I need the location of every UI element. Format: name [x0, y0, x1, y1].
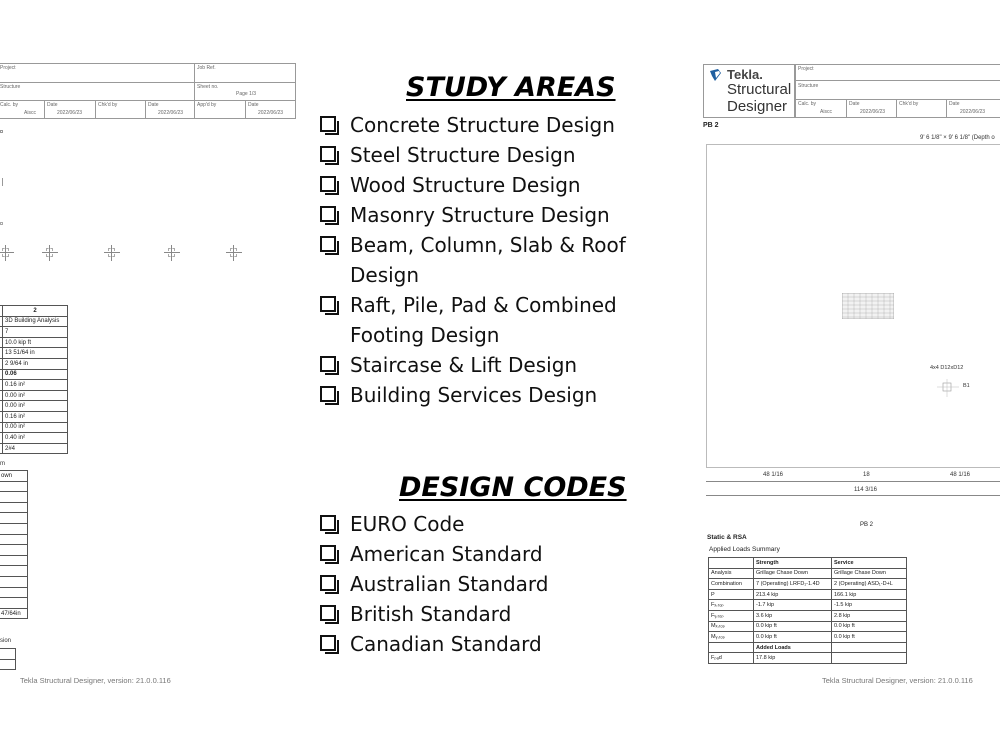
logo-line-2: Designer — [727, 98, 788, 115]
applied-loads-table — [708, 557, 907, 664]
calc-by-label: Calc. by — [798, 101, 817, 107]
tekla-logo-icon — [709, 68, 725, 82]
table-row: Mᵧ,ₜₒₚ 0.0 kip ft 0.0 kip ft — [709, 632, 907, 643]
pb-center-label: PB 2 — [860, 522, 874, 528]
logo-line-1: Structural — [727, 81, 792, 98]
sketch-mark — [0, 130, 3, 133]
dimension-text: 9' 6 1/8" × 9' 6 1/8" (Depth o — [920, 135, 995, 141]
study-area-item: Steel Structure Design — [350, 143, 576, 167]
checkbox-icon — [320, 575, 336, 591]
project-label: Project — [0, 65, 16, 71]
pile-cap-hatch — [842, 293, 894, 319]
study-area-item: Design — [350, 263, 420, 287]
job-ref-label: Job Ref. — [197, 65, 216, 71]
footing-plan-drawing — [706, 144, 1000, 468]
chk-by-label: Chk'd by — [98, 102, 118, 108]
study-areas-title: STUDY AREAS — [406, 72, 616, 103]
table-row: Combination 7 (Operating) LRFD₁-1.4D 2 (Operating) ASD₁-D+L — [709, 579, 907, 590]
rebar-detail-drawing — [38, 242, 62, 264]
study-area-item: Staircase & Lift Design — [350, 353, 578, 377]
table-row: Fₓ,ₜₒₚ -1.7 kip -1.5 kip — [709, 600, 907, 611]
calc-by-value: Aiscc — [820, 109, 832, 115]
dim-left: 48 1/16 — [763, 472, 784, 478]
tekla-logo — [703, 64, 795, 118]
study-area-item: Footing Design — [350, 323, 500, 347]
page-number: Page 1/3 — [236, 91, 257, 97]
date2-label: Date — [148, 102, 159, 108]
design-codes-title: DESIGN CODES — [399, 472, 627, 503]
table-header-row — [0, 306, 68, 317]
checkbox-icon — [320, 296, 336, 312]
small-table — [0, 648, 16, 670]
study-area-item: Masonry Structure Design — [350, 203, 610, 227]
table-row: Analysis Grillage Chase Down Grillage Chase Down — [709, 568, 907, 579]
checkbox-icon — [320, 386, 336, 402]
table-row: Fᵧ,ₜₒₚ 3.6 kip 2.8 kip — [709, 610, 907, 621]
chk-by-label: Chk'd by — [899, 101, 919, 107]
rebar-detail-drawing — [0, 242, 18, 264]
dim-total: 114 3/16 — [854, 487, 877, 493]
date2-value: 2022/06/23 — [158, 110, 184, 116]
dim-mid: 18 — [863, 472, 870, 478]
date3-value: 2022/06/23 — [258, 110, 284, 116]
date-value: 2022/06/23 — [860, 109, 886, 115]
checkbox-icon — [320, 356, 336, 372]
loads-title: Applied Loads Summary — [709, 546, 780, 553]
fragment-text: m — [0, 461, 5, 467]
calc-by-label: Calc. by — [0, 102, 19, 108]
checkbox-icon — [320, 605, 336, 621]
rebar-detail-drawing — [160, 242, 184, 264]
date-label: Date — [47, 102, 58, 108]
date2-value: 2022/06/23 — [960, 109, 986, 115]
results-table — [0, 305, 68, 454]
checkbox-icon — [320, 146, 336, 162]
table-row: 0.06 — [0, 369, 68, 380]
appd-by-label: App'd by — [197, 102, 217, 108]
fragment-text: sion — [0, 638, 12, 644]
right-report-page — [700, 0, 1000, 750]
table-row: 13 51/64 in — [0, 348, 68, 359]
checkbox-icon — [320, 236, 336, 252]
right-footer: Tekla Structural Designer, version: 21.0.0.116 — [822, 676, 973, 685]
table-row: P 213.4 kip 166.1 kip — [709, 589, 907, 600]
design-code-item: American Standard — [350, 542, 543, 566]
table-row: 0.00 in² — [0, 390, 68, 401]
column-marker — [937, 379, 959, 397]
design-code-item: Canadian Standard — [350, 632, 542, 656]
structure-label: Structure — [798, 83, 819, 89]
left-footer: Tekla Structural Designer, version: 21.0.0.116 — [20, 676, 171, 685]
design-code-item: EURO Code — [350, 512, 465, 536]
study-area-item: Concrete Structure Design — [350, 113, 615, 137]
table-row: Added Loads — [709, 642, 907, 653]
study-area-item: Raft, Pile, Pad & Combined — [350, 293, 617, 317]
sketch-mark — [0, 222, 3, 225]
left-report-page — [0, 0, 300, 750]
dimension-line — [706, 481, 1000, 482]
checkbox-icon — [320, 206, 336, 222]
table-cell: 47/64in — [0, 608, 28, 619]
table-row: 0.16 in² — [0, 411, 68, 422]
study-area-item: Beam, Column, Slab & Roof — [350, 233, 626, 257]
secondary-table — [0, 470, 28, 619]
checkbox-icon — [320, 515, 336, 531]
sketch-mark — [0, 178, 3, 186]
date-label: Date — [849, 101, 860, 107]
checkbox-icon — [320, 176, 336, 192]
table-row: 0.00 in² — [0, 422, 68, 433]
table-row: 0.16 in² — [0, 380, 68, 391]
rebar-detail-drawing — [222, 242, 246, 264]
structure-label: Structure — [0, 84, 21, 90]
design-code-item: Australian Standard — [350, 572, 549, 596]
study-area-item: Building Services Design — [350, 383, 598, 407]
rebar-detail-drawing — [100, 242, 124, 264]
table-row: 10.0 kip ft — [0, 337, 68, 348]
static-title: Static & RSA — [707, 534, 747, 541]
table-row: 0.40 in² — [0, 433, 68, 444]
date2-label: Date — [949, 101, 960, 107]
table-cell: own — [0, 471, 28, 482]
table-row: Fₚₐd 17.8 kip — [709, 653, 907, 664]
calc-by-value: Aiscc — [24, 110, 36, 116]
dimension-line — [706, 495, 1000, 496]
checkbox-icon — [320, 545, 336, 561]
logo-brand: Tekla. — [727, 67, 763, 82]
project-label: Project — [798, 66, 814, 72]
date3-label: Date — [248, 102, 259, 108]
table-row: Mₓ,ₜₒₚ 0.0 kip ft 0.0 kip ft — [709, 621, 907, 632]
table-header-row: Strength Service — [709, 558, 907, 569]
study-area-item: Wood Structure Design — [350, 173, 581, 197]
pile-label: 4x4 D12xD12 — [930, 365, 964, 371]
date-value: 2022/06/23 — [57, 110, 83, 116]
design-code-item: British Standard — [350, 602, 512, 626]
dim-right: 48 1/16 — [950, 472, 971, 478]
table-row: 2#4 — [0, 443, 68, 454]
table-row: 2 9/64 in — [0, 358, 68, 369]
checkbox-icon — [320, 635, 336, 651]
sheet-label: Sheet no. — [197, 84, 219, 90]
table-header-cell: 2 — [3, 306, 68, 317]
table-row: 7 — [0, 327, 68, 338]
checkbox-icon — [320, 116, 336, 132]
pb-label: PB 2 — [703, 122, 719, 129]
table-row: 3D Building Analysis — [0, 316, 68, 327]
table-row: 0.00 in² — [0, 401, 68, 412]
b1-label: B1 — [963, 383, 970, 389]
